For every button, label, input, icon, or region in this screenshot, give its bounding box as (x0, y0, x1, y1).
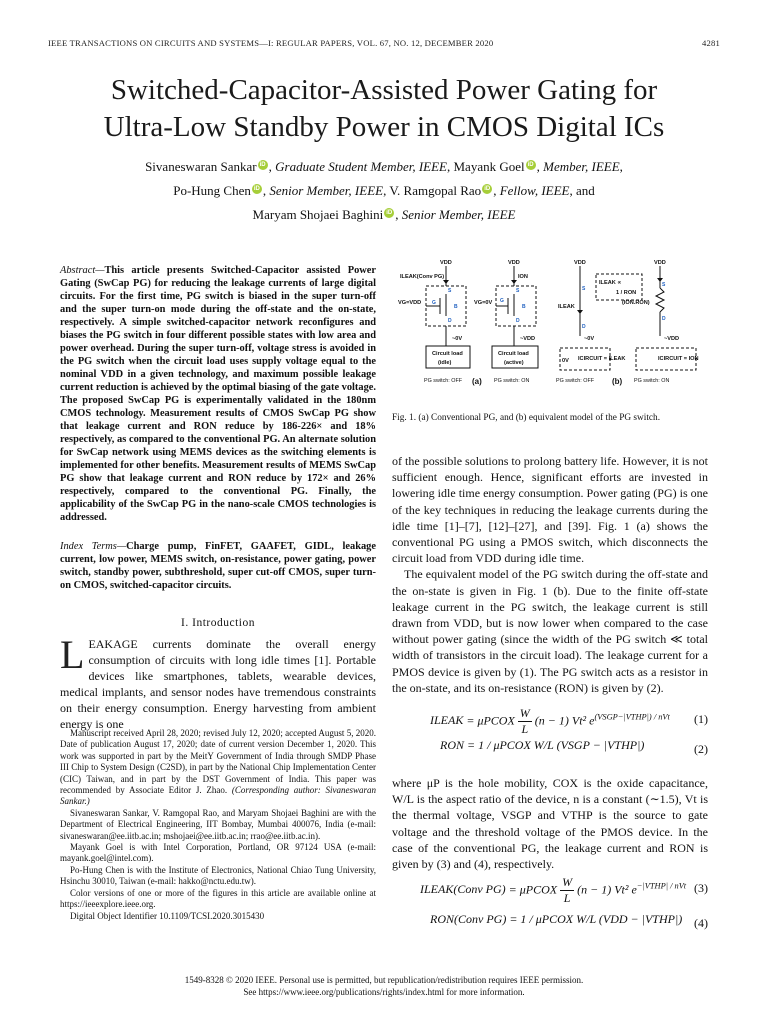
author-name: Sivaneswaran Sankar (145, 159, 257, 174)
equation-fraction: $\frac{W}{L}$ (562, 875, 573, 905)
author-role: Senior Member, IEEE (401, 207, 516, 222)
pin-drain: D (582, 324, 586, 330)
load-active-state: (active) (504, 360, 524, 366)
orcid-icon[interactable]: iD (527, 162, 534, 168)
right-column-body (392, 453, 708, 696)
figure-caption: Fig. 1. (a) Conventional PG, and (b) equivalent model of the PG switch. (392, 413, 661, 423)
icircuit-leak-label: ICIRCUIT = ILEAK (578, 356, 626, 362)
intro-paragraph (60, 632, 376, 732)
ileak-conv-label: ILEAK(Conv PG) (400, 274, 445, 280)
footnote-doi: Digital Object Identifier 10.1109/TCSI.2020.3015430 (70, 910, 265, 921)
footnote-affiliation-nctu: Po-Hung Chen is with the Institute of Electronics, National Chiao Tung University, Hsinchu 30010, Taiwan (e-mail: hakko@nctu.edu.tw). (60, 864, 376, 887)
equation-lhs: ILEAK(Conv PG) (420, 882, 506, 897)
orcid-icon[interactable]: iD (386, 210, 393, 216)
author-role: Senior Member, IEEE (269, 183, 384, 198)
pg-off-label: PG switch: OFF (424, 378, 463, 384)
footnote-corresponding: (Corresponding author: Sivaneswaran Sankar.) (60, 785, 376, 807)
zero-volt-label: ~0V (452, 336, 463, 342)
drop-cap: L (60, 632, 85, 677)
equation-tail: (n − 1) Vt² e (577, 882, 637, 897)
load-idle-state: (idle) (438, 360, 452, 366)
author-list: Sivaneswaran Sankar iD , Graduate Student Member, IEEE, Mayank Goel iD , Member, IEEE, Po-Hung Chen iD , Senior Member, IEEE, V. Ramgopal Rao iD , Fellow, IEEE, and Maryam Shojaei Baghini iD , Senior Member, IEEE (145, 159, 623, 222)
vdd-label: VDD (574, 260, 586, 266)
pg-on-label: PG switch: ON (494, 378, 530, 384)
abstract-lead: Abstract— (60, 265, 105, 276)
copyright-line-2: See https://www.ieee.org/publications/rights/index.html for more information. (243, 987, 525, 997)
equation-number: (2) (694, 742, 708, 756)
footnote-color: Color versions of one or more of the figures in this article are available online at https://ieeexplore.ieee.org. (60, 887, 376, 910)
equation-lhs: RON(Conv PG) = (430, 912, 518, 926)
pg-on-label: PG switch: ON (634, 378, 670, 384)
equation-rhs: 1 / μPCOX W/L (VDD − |VTHP|) (520, 912, 683, 926)
equation-1 (400, 706, 708, 737)
author-role: Graduate Student Member, IEEE (275, 159, 447, 174)
equation-3 (400, 875, 708, 906)
running-head (48, 38, 720, 48)
pin-gate: G (500, 298, 504, 304)
pin-drain: D (448, 318, 452, 324)
author-name: Po-Hung Chen (173, 183, 251, 198)
vg-vdd-label: VG=VDD (398, 300, 422, 306)
equation-fraction: $\frac{W}{L}$ (519, 706, 530, 736)
subfigure-b-label: (b) (612, 377, 623, 386)
orcid-icon[interactable]: iD (259, 162, 266, 168)
body-paragraph: of the possible solutions to prolong battery life. However, it is not sufficient enough. Hence, significant efforts are invested in lowering idle time energy consumption. Power gating (PG) is one of the key techniques in reducing the leakage currents during the idle time [1]–[7], [12]–[27], and [39]. Fig. 1 (a) shows the conventional PG using a PMOS switch, which disconnects the circuit load from VDD during idle time. (392, 454, 708, 566)
equation-lhs: ILEAK (430, 713, 464, 728)
author-role: Member, IEEE (543, 159, 620, 174)
equation-number: (4) (694, 916, 708, 930)
equation-number: (1) (694, 712, 708, 726)
equation-rhs: 1 / μPCOX W/L (VSGP − |VTHP|) (478, 738, 645, 752)
pin-drain: D (516, 318, 520, 324)
footnotes (60, 728, 376, 922)
zero-volt-label: ~0V (584, 336, 595, 342)
body-paragraph: The equivalent model of the PG switch during the off-state and the on-state is given in Fig. 1 (b). Due to the finite off-state leakage current in the PG switch, the leakage current is still drawn from VDD, but is now lower when compared to the case without power gating (since the width of the PG switch ≪ total width of transistors in the circuit load). The leakage current for a PMOS device is given by (1). The PG switch acts as a resistor in the on-state, and its on-resistance (RON) is given by (2). (392, 567, 708, 695)
equation-exponent: −|VTHP| / nVt (636, 881, 687, 891)
near-vdd-label: ~VDD (520, 336, 536, 342)
equation-exponent: (VSGP−|VTHP|) / nVt (594, 712, 670, 722)
pin-source: S (662, 282, 666, 288)
pin-source: S (582, 286, 586, 292)
vdd-label: VDD (440, 260, 452, 266)
orcid-icon[interactable]: iD (484, 186, 491, 192)
intro-text: EAKAGE currents dominate the overall energy consumption of circuits with long idle times [1]. Portable devices like smartphones, tablets, wearable devices, medical implants, and sensor nodes have tremendous constraints on their energy consumption. Energy harvesting from ambient energy is one (60, 637, 376, 731)
index-terms-text: Charge pump, FinFET, GAAFET, GIDL, leakage current, low power, MEMS switch, on-resistance, power gating, power switch, standby power, subthreshold, super cut-off CMOS, super turn-on CMOS, switched-capacitor circuits. (60, 541, 376, 591)
one-over-ron-label: 1 / RON (616, 290, 637, 296)
pin-source: S (516, 288, 520, 294)
footnote-affiliation-iitb: Sivaneswaran Sankar, V. Ramgopal Rao, and Maryam Shojaei Baghini are with the Department of Electrical Engineering, IIT Bombay, Mumbai 400076, India (e-mail: sivaneswaran@ee.iitb.ac.in; mshojaei@ee.iitb.ac.in; rrao@ee.iitb.ac.in). (60, 807, 376, 841)
equation-rhs: = μPCOX (508, 882, 558, 897)
load-active-label: Circuit load (498, 351, 529, 357)
body-paragraph: where μP is the hole mobility, COX is the oxide capacitance, W/L is the aspect ratio of the device, n is a constant (∼1.5), Vt is the thermal voltage, VSGP and VTHP is the source to gate voltage and the threshold voltage of the PMOS device. In the case of the conventional PG, the leakage current and RON is given by (3) and (4), respectively. (392, 776, 708, 872)
author-name: Mayank Goel (453, 159, 525, 174)
equation-tail: (n − 1) Vt² e (534, 713, 595, 728)
author-name: Maryam Shojaei Baghini (252, 207, 384, 222)
author-name: V. Ramgopal Rao (389, 183, 482, 198)
pin-body: B (522, 304, 526, 310)
icircuit-on-label: ICIRCUIT = ION (658, 356, 699, 362)
equation-rhs: = μPCOX (466, 713, 515, 728)
vdd-label: VDD (654, 260, 666, 266)
title-line-2: Ultra-Low Standby Power in CMOS Digital ICs (103, 111, 665, 143)
journal-name: IEEE TRANSACTIONS ON CIRCUITS AND SYSTEMS—I: REGULAR PAPERS, VOL. 67, NO. 12, DECEMBER 2020 (48, 38, 494, 48)
vg-0-label: VG=0V (474, 300, 493, 306)
ileak-prop-label: ILEAK ∝ (599, 280, 622, 286)
index-terms-lead: Index Terms— (60, 541, 127, 552)
ion-label: ION (518, 274, 528, 280)
equation-lhs: RON = (440, 738, 476, 752)
equation-number: (3) (694, 881, 708, 895)
zero-volt-source-label: 0V (562, 358, 569, 364)
equation-4 (400, 912, 708, 930)
subfigure-a-label: (a) (472, 377, 482, 386)
vdd-label: VDD (508, 260, 520, 266)
near-vdd-label: ~VDD (664, 336, 680, 342)
pg-off-label: PG switch: OFF (556, 378, 595, 384)
equation-2 (400, 738, 708, 756)
pin-gate: G (432, 300, 436, 306)
right-column-body-2 (392, 775, 708, 872)
ion-ron-label: (ION.RON) (622, 300, 650, 306)
page-number: 4281 (702, 38, 720, 48)
orcid-icon[interactable]: iD (253, 186, 260, 192)
pin-drain: D (662, 316, 666, 322)
abstract-text: This article presents Switched-Capacitor assisted Power Gating (SwCap PG) for reducing the leakage currents of large digital circuits. For the first time, PG switch is biased in the super turn-off and the super turn-on mode during the off-state and the on-state, respectively. A simple switched-capacitor network reconfigures and biases the PG switch in four different possible states with low area and power overhead. During the super turn-off, voltage stress is avoided in the PG switch when the circuit load uses supply voltage equal to the nominal VDD in a given technology, and maximum possible leakage current reduction is achieved by the optimal biasing of the gate voltage. The proposed SwCap PG is experimentally validated in the 180nm CMOS technology. Measurement results of CMOS SwCap PG show that leakage current and RON reduce by 186-226× and 18% respectively, as compared to the conventional PG. An alternate solution for SwCap network using MEMS devices as the switching elements is implemented for other benefits. Measurement results of MEMS SwCap PG show that leakage current and RON reduce by 172× and 26% respectively, compared to the conventional PG. Finally, the applicability of the SwCap PG in the nano-scale CMOS technologies is addressed. (60, 265, 376, 523)
title-line-1: Switched-Capacitor-Assisted Power Gating for (110, 74, 658, 106)
ileak-label: ILEAK (558, 304, 575, 310)
paper-title (40, 72, 728, 146)
footnote-affiliation-intel: Mayank Goel is with Intel Corporation, Portland, OR 97124 USA (e-mail: mayank.goel@intel.com). (60, 842, 376, 864)
section-heading: I. Introduction (181, 617, 255, 629)
copyright-notice (60, 974, 708, 998)
abstract (60, 264, 376, 524)
figure-1-schematic (396, 258, 708, 404)
index-terms (60, 540, 376, 592)
author-conjunction: and (575, 183, 595, 198)
load-idle-label: Circuit load (432, 351, 463, 357)
pin-source: S (448, 288, 452, 294)
author-role: Fellow, IEEE (499, 183, 570, 198)
footnote-manuscript: Manuscript received April 28, 2020; revised July 12, 2020; accepted August 5, 2020. Date of publication August 17, 2020; date of current version December 1, 2020. This work was supported in part by the MeitY Government of India through SMDP Phase III Chip to System Design (C2SD), in part by the National Chip Implementation Center (CIC) Taiwan, and in part by the DST Government of India. This paper was recommended by Associate Editor J. Zhao. (60, 728, 376, 796)
copyright-line-1: 1549-8328 © 2020 IEEE. Personal use is permitted, but republication/redistribution requires IEEE permission. (184, 975, 584, 985)
pin-body: B (454, 304, 458, 310)
